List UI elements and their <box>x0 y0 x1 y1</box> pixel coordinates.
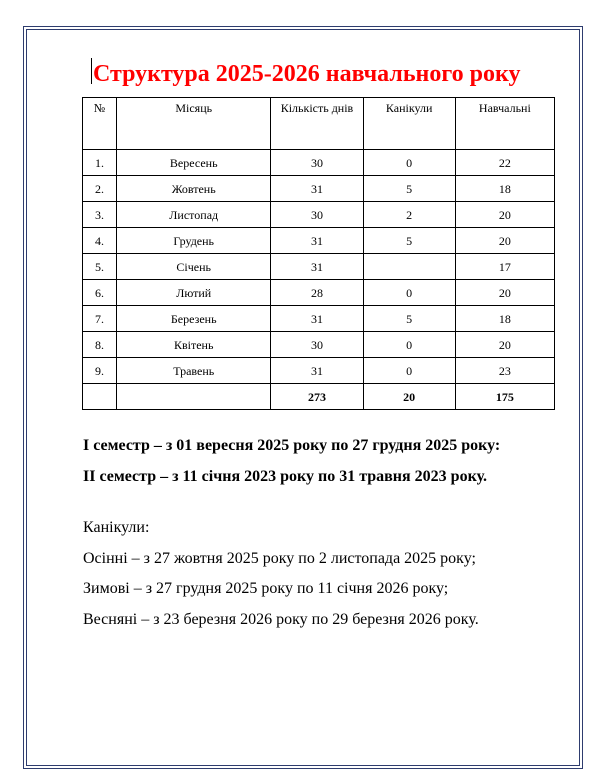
cell-holidays: 5 <box>363 306 455 332</box>
cell-holidays: 5 <box>363 228 455 254</box>
total-holidays: 20 <box>363 384 455 410</box>
table-total-row <box>83 384 555 410</box>
header-month: Місяць <box>117 98 271 150</box>
winter-holidays-text: Зимові – з 27 грудня 2025 року по 11 січня 2026 року; <box>83 580 449 597</box>
cell-month: Лютий <box>117 280 271 306</box>
cell-study: 18 <box>455 176 554 202</box>
cell-study: 20 <box>455 202 554 228</box>
cell-study: 17 <box>455 254 554 280</box>
cell-month: Жовтень <box>117 176 271 202</box>
cell-number: 7. <box>83 306 117 332</box>
cell-month: Грудень <box>117 228 271 254</box>
header-number: № <box>83 98 117 150</box>
cell-number: 6. <box>83 280 117 306</box>
autumn-holidays-text: Осінні – з 27 жовтня 2025 року по 2 листопада 2025 року; <box>83 550 476 567</box>
cell-days: 31 <box>271 358 363 384</box>
cell-number: 3. <box>83 202 117 228</box>
first-semester-text: I семестр – з 01 вересня 2025 року по 27 грудня 2025 року: <box>83 437 501 454</box>
cell-holidays: 0 <box>363 280 455 306</box>
table-row <box>83 228 555 254</box>
cell-month: Вересень <box>117 150 271 176</box>
cell-holidays: 2 <box>363 202 455 228</box>
table-row <box>83 254 555 280</box>
cell-number: 2. <box>83 176 117 202</box>
cell-study: 20 <box>455 280 554 306</box>
table-row <box>83 306 555 332</box>
cell-days: 30 <box>271 332 363 358</box>
total-number <box>83 384 117 410</box>
cell-number: 1. <box>83 150 117 176</box>
text-cursor <box>91 58 92 84</box>
table-row <box>83 332 555 358</box>
header-holidays: Канікули <box>363 98 455 150</box>
spring-holidays-text: Весняні – з 23 березня 2026 року по 29 березня 2026 року. <box>83 611 479 628</box>
table-row <box>83 358 555 384</box>
cell-number: 8. <box>83 332 117 358</box>
cell-study: 22 <box>455 150 554 176</box>
cell-study: 18 <box>455 306 554 332</box>
cell-days: 31 <box>271 254 363 280</box>
table-row <box>83 280 555 306</box>
cell-holidays <box>363 254 455 280</box>
cell-days: 28 <box>271 280 363 306</box>
holidays-heading: Канікули: <box>83 519 150 536</box>
total-study: 175 <box>455 384 554 410</box>
table-row <box>83 202 555 228</box>
cell-number: 5. <box>83 254 117 280</box>
cell-study: 23 <box>455 358 554 384</box>
cell-number: 4. <box>83 228 117 254</box>
cell-holidays: 0 <box>363 358 455 384</box>
cell-month: Квітень <box>117 332 271 358</box>
cell-days: 31 <box>271 228 363 254</box>
cell-holidays: 0 <box>363 150 455 176</box>
cell-study: 20 <box>455 228 554 254</box>
year-structure-table <box>82 97 555 410</box>
cell-days: 31 <box>271 176 363 202</box>
total-days: 273 <box>271 384 363 410</box>
cell-holidays: 0 <box>363 332 455 358</box>
second-semester-text: II семестр – з 11 січня 2023 року по 31 травня 2023 року. <box>83 468 487 485</box>
cell-days: 30 <box>271 202 363 228</box>
cell-days: 31 <box>271 306 363 332</box>
table-row <box>83 176 555 202</box>
cell-month: Січень <box>117 254 271 280</box>
table-row <box>83 150 555 176</box>
cell-month: Травень <box>117 358 271 384</box>
cell-number: 9. <box>83 358 117 384</box>
cell-holidays: 5 <box>363 176 455 202</box>
total-month <box>117 384 271 410</box>
cell-month: Березень <box>117 306 271 332</box>
cell-month: Листопад <box>117 202 271 228</box>
table-header-row <box>83 98 555 150</box>
header-study: Навчальні <box>455 98 554 150</box>
cell-study: 20 <box>455 332 554 358</box>
page-title: Структура 2025-2026 навчального року <box>93 61 521 87</box>
header-days: Кількість днів <box>271 98 363 150</box>
cell-days: 30 <box>271 150 363 176</box>
